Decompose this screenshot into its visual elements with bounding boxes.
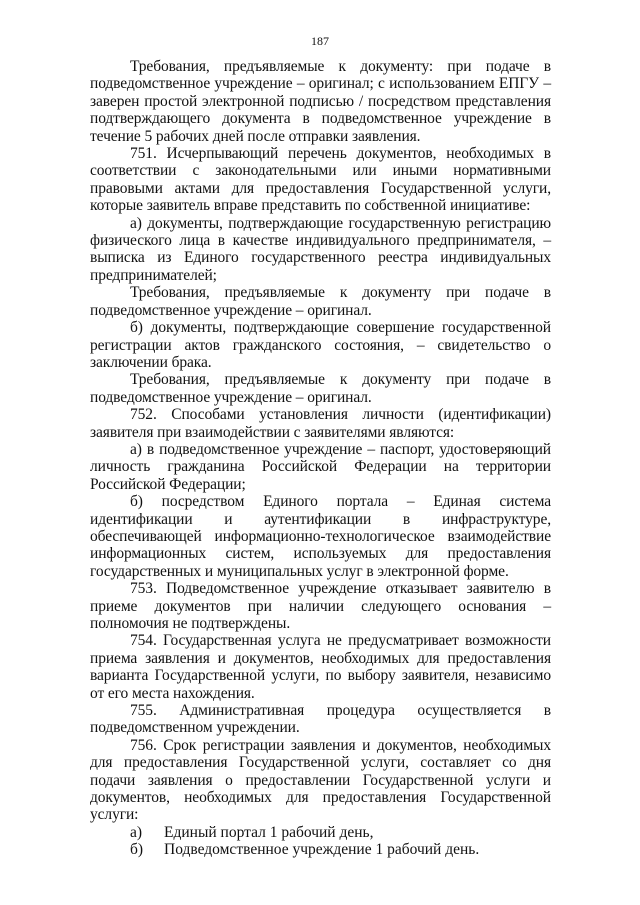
list-marker: а) [130,823,143,841]
paragraph: Требования, предъявляемые к документу при подаче в подведомственное учреждение – оригинал. [90,284,551,319]
paragraph: 753. Подведомственное учреждение отказывает заявителю в приеме документов при наличии следующего основания – полномочия не подтверждены. [90,580,551,632]
paragraph: Требования, предъявляемые к документу: при подаче в подведомственное учреждение – оригинал; с использованием ЕПГУ – заверен простой электронной подписью / посредством представления подтверждающего документа в подведомственное учреждение в течение 5 рабочих дней после отправки заявления. [90,58,551,145]
paragraph: 755. Административная процедура осуществляется в подведомственном учреждении. [90,702,551,737]
list-marker: б) [130,841,144,859]
list-item-text: Подведомственное учреждение 1 рабочий день. [164,841,480,859]
paragraph: 752. Способами установления личности (идентификации) заявителя при взаимодействии с заявителями являются: [90,406,551,441]
list-item [90,824,551,841]
paragraph: б) документы, подтверждающие совершение государственной регистрации актов гражданского состояния, – свидетельство о заключении брака. [90,319,551,371]
paragraph: 756. Срок регистрации заявления и документов, необходимых для предоставления Государственной услуги, составляет со дня подачи заявления о предоставлении Государственной услуги и документов, необходимых для предоставления Государственной услуги: [90,736,551,824]
paragraph: а) в подведомственное учреждение – паспорт, удостоверяющий личность гражданина Российской Федерации на территории Российской Федерации; [90,440,551,493]
paragraph: а) документы, подтверждающие государственную регистрацию физического лица в качестве индивидуального предпринимателя, – выписка из Единого государственного реестра индивидуальных предпринимателей; [90,214,551,284]
list-item-text: Единый портал 1 рабочий день, [164,823,374,841]
paragraph: 754. Государственная услуга не предусматривает возможности приема заявления и документов, необходимых для предоставления варианта Государственной услуги, по выбору заявителя, независимо от его места нахождения. [90,632,551,702]
page-number: 187 [311,34,329,48]
paragraph: б) посредством Единого портала – Единая система идентификации и аутентификации в инфраструктуре, обеспечивающей информационно-технологическое взаимодействие информационных систем, используемых для предоставления государственных и муниципальных услуг в электронной форме. [90,493,551,580]
paragraph: Требования, предъявляемые к документу при подаче в подведомственное учреждение – оригинал. [90,371,551,406]
paragraph: 751. Исчерпывающий перечень документов, необходимых в соответствии с законодательными или иными нормативными правовыми актами для предоставления Государственной услуги, которые заявитель вправе представить по собственной инициативе: [90,145,551,215]
document-body [90,58,551,859]
list-item [90,841,551,858]
